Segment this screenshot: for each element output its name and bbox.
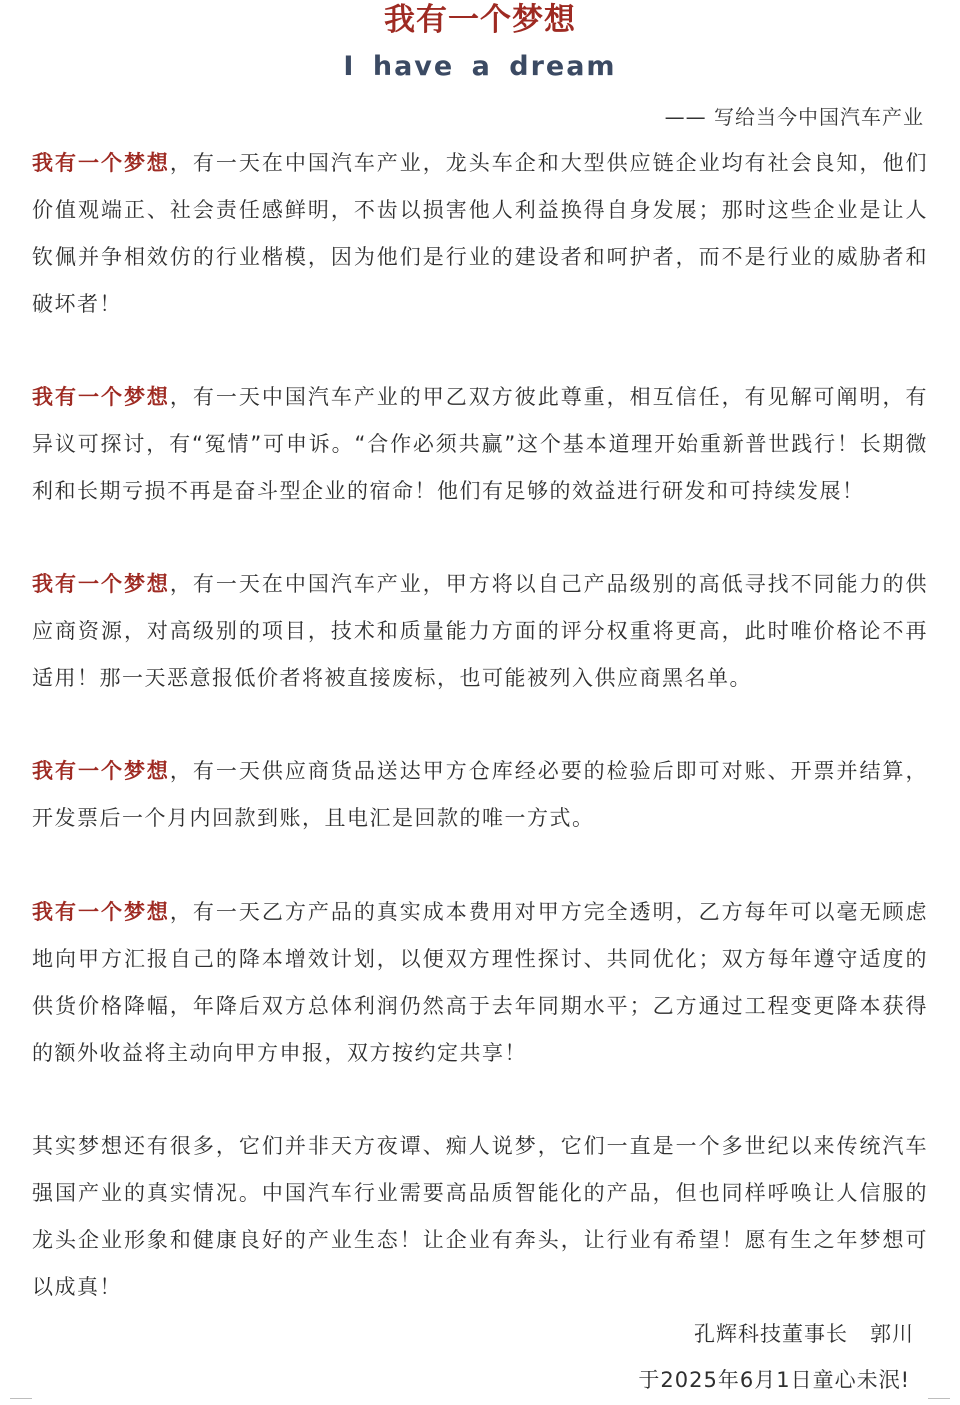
dream-paragraph-2 bbox=[32, 374, 928, 515]
closing-paragraph bbox=[32, 1123, 928, 1311]
paragraph-lead: 我有一个梦想 bbox=[32, 759, 170, 783]
page-subtitle: I have a dream bbox=[343, 51, 617, 82]
dream-paragraph-1 bbox=[32, 140, 928, 328]
paragraph-lead: 我有一个梦想 bbox=[32, 151, 170, 175]
dream-paragraph-5 bbox=[32, 889, 928, 1077]
signature-date: 于2025年6月1日童心未泯! bbox=[638, 1368, 910, 1392]
corner-mark-left bbox=[10, 1398, 32, 1405]
paragraph-text: ，有一天中国汽车产业的甲乙双方彼此尊重，相互信任，有见解可阐明，有异议可探讨，有“冤情”可申诉。“合作必须共赢”这个基本道理开始重新普世践行！长期微利和长期亏损不再是奋斗型企业的宿命！他们有足够的效益进行研发和可持续发展！ bbox=[32, 385, 928, 503]
dedication-line: —— 写给当今中国汽车产业 bbox=[664, 105, 924, 129]
dream-paragraph-4 bbox=[32, 748, 928, 842]
paragraph-text: ，有一天在中国汽车产业，甲方将以自己产品级别的高低寻找不同能力的供应商资源，对高级别的项目，技术和质量能力方面的评分权重将更高，此时唯价格论不再适用！那一天恶意报低价者将被直接废标，也可能被列入供应商黑名单。 bbox=[32, 572, 928, 690]
signature-name: 孔辉科技董事长 郭川 bbox=[694, 1322, 914, 1346]
corner-mark-right bbox=[928, 1398, 950, 1405]
dream-paragraph-3 bbox=[32, 561, 928, 702]
paragraph-lead: 我有一个梦想 bbox=[32, 385, 170, 409]
paragraph-lead: 我有一个梦想 bbox=[32, 900, 170, 924]
paragraph-lead: 我有一个梦想 bbox=[32, 572, 170, 596]
page-title: 我有一个梦想 bbox=[384, 2, 576, 38]
paragraph-text: ，有一天供应商货品送达甲方仓库经必要的检验后即可对账、开票并结算，开发票后一个月内回款到账，且电汇是回款的唯一方式。 bbox=[32, 759, 928, 830]
paragraph-text: 其实梦想还有很多，它们并非天方夜谭、痴人说梦，它们一直是一个多世纪以来传统汽车强国产业的真实情况。中国汽车行业需要高品质智能化的产品，但也同样呼唤让人信服的龙头企业形象和健康良好的产业生态！让企业有奔头，让行业有希望！愿有生之年梦想可以成真！ bbox=[32, 1134, 928, 1299]
paragraph-text: ，有一天乙方产品的真实成本费用对甲方完全透明，乙方每年可以毫无顾虑地向甲方汇报自己的降本增效计划，以便双方理性探讨、共同优化；双方每年遵守适度的供货价格降幅，年降后双方总体利润仍然高于去年同期水平；乙方通过工程变更降本获得的额外收益将主动向甲方申报，双方按约定共享！ bbox=[32, 900, 928, 1065]
paragraph-text: ，有一天在中国汽车产业，龙头车企和大型供应链企业均有社会良知，他们价值观端正、社会责任感鲜明，不齿以损害他人利益换得自身发展；那时这些企业是让人钦佩并争相效仿的行业楷模，因为他们是行业的建设者和呵护者，而不是行业的威胁者和破坏者！ bbox=[32, 151, 928, 316]
